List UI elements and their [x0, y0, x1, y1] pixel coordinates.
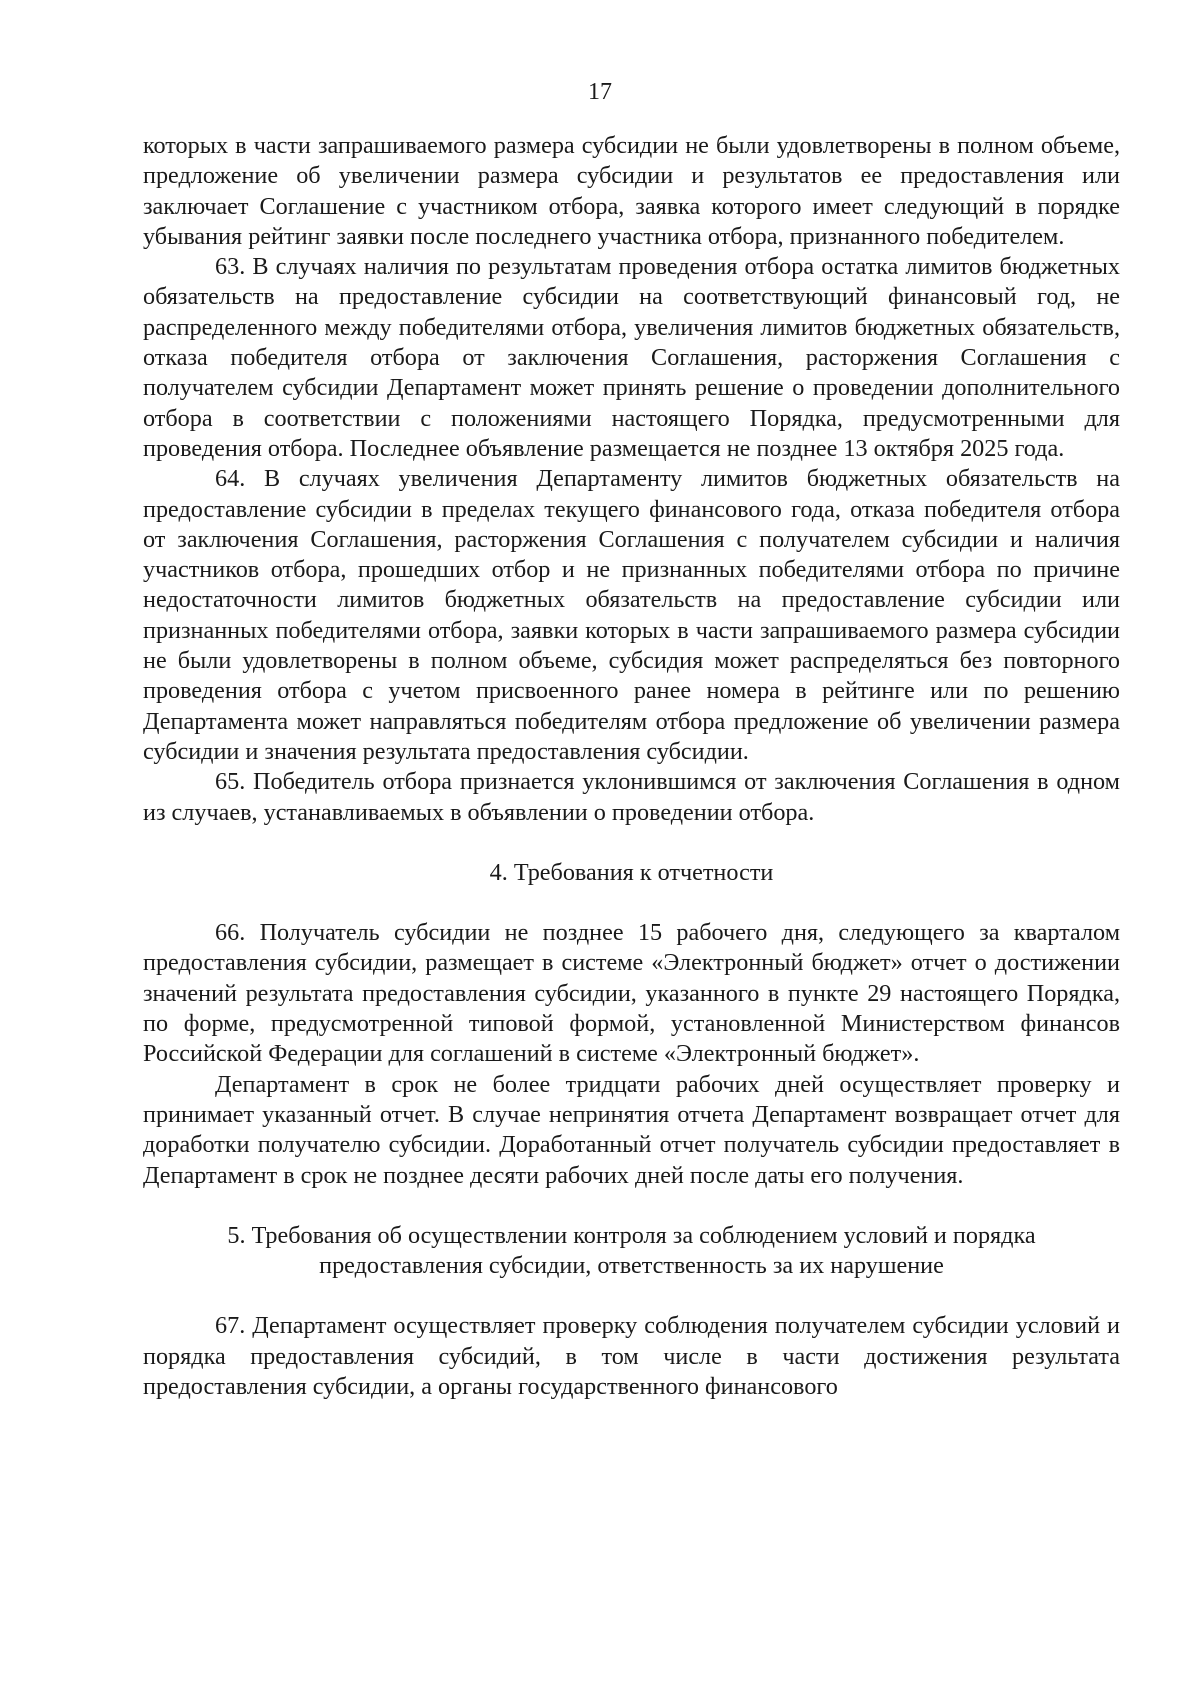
document-body [143, 131, 1120, 1402]
section-heading-5-line-2: предоставления субсидии, ответственность за их нарушение [319, 1252, 944, 1280]
paragraph-67: 67. Департамент осуществляет проверку соблюдения получателем субсидии условий и порядка предоставления субсидий, в том числе в части достижения результата предоставления субсидии, а органы государственного финансового [143, 1312, 1120, 1400]
paragraph-64: 64. В случаях увеличения Департаменту лимитов бюджетных обязательств на предоставление субсидии в пределах текущего финансового года, отказа победителя отбора от заключения Соглашения, расторжения Соглашения с получателем субсидии и наличия участников отбора, прошедших отбор и не признанных победителями отбора по причине недостаточности лимитов бюджетных обязательств на предоставление субсидии или признанных победителями отбора, заявки которых в части запрашиваемого размера субсидии не были удовлетворены в полном объеме, субсидия может распределяться без повторного проведения отбора с учетом присвоенного ранее номера в рейтинге или по решению Департамента может направляться победителям отбора предложение об увеличении размера субсидии и значения результата предоставления субсидии. [143, 465, 1120, 765]
section-heading-4: 4. Требования к отчетности [489, 858, 774, 886]
paragraph-66: 66. Получатель субсидии не позднее 15 рабочего дня, следующего за кварталом предоставления субсидии, размещает в системе «Электронный бюджет» отчет о достижении значений результата предоставления субсидии, указанного в пункте 29 настоящего Порядка, по форме, предусмотренной типовой формой, установленной Министерством финансов Российской Федерации для соглашений в системе «Электронный бюджет». [143, 919, 1120, 1068]
paragraph-66-department: Департамент в срок не более тридцати рабочих дней осуществляет проверку и принимает указанный отчет. В случае непринятия отчета Департамент возвращает отчет для доработки получателю субсидии. Доработанный отчет получатель субсидии предоставляет в Департамент в срок не позднее десяти рабочих дней после даты его получения. [143, 1070, 1120, 1189]
paragraph-63: 63. В случаях наличия по результатам проведения отбора остатка лимитов бюджетных обязательств на предоставление субсидии на соответствующий финансовый год, не распределенного между победителями отбора, увеличения лимитов бюджетных обязательств, отказа победителя отбора от заключения Соглашения, расторжения Соглашения с получателем субсидии Департамент может принять решение о проведении дополнительного отбора в соответствии с положениями настоящего Порядка, предусмотренными для проведения отбора. Последнее объявление размещается не позднее 13 октября 2025 года. [143, 253, 1120, 462]
paragraph-65: 65. Победитель отбора признается уклонившимся от заключения Соглашения в одном из случаев, устанавливаемых в объявлении о проведении отбора. [143, 768, 1120, 826]
section-heading-5 [143, 1221, 1120, 1282]
paragraph-continuation: которых в части запрашиваемого размера субсидии не были удовлетворены в полном объеме, предложение об увеличении размера субсидии и результатов ее предоставления или заключает Соглашение с участником отбора, заявка которого имеет следующий в порядке убывания рейтинг заявки после последнего участника отбора, признанного победителем. [143, 132, 1120, 250]
section-heading-5-line-1: 5. Требования об осуществлении контроля за соблюдением условий и порядка [227, 1221, 1036, 1249]
page-number: 17 [588, 79, 612, 105]
